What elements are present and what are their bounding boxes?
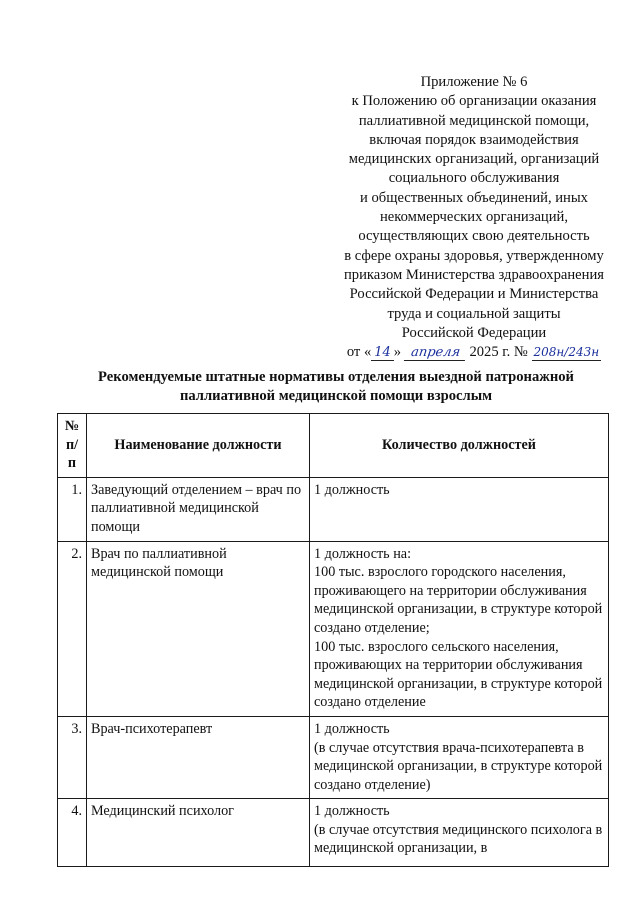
appendix-line: и общественных объединений, иных	[360, 189, 588, 206]
row-position: Заведующий отделением – врач по паллиативной медицинской помощи	[87, 477, 310, 541]
appendix-line: социального обслуживания	[388, 170, 560, 187]
table-row	[58, 799, 609, 867]
count-line: 1 должность	[314, 481, 390, 498]
row-num: 3.	[58, 716, 87, 798]
row-position: Врач-психотерапевт	[87, 716, 310, 798]
table-row	[58, 716, 609, 798]
appendix-line: некоммерческих организаций,	[379, 209, 569, 226]
row-count	[310, 716, 609, 798]
header-count: Количество должностей	[310, 414, 609, 478]
date-quote-close: »	[393, 344, 402, 361]
row-position: Врач по паллиативной медицинской помощи	[87, 541, 310, 716]
handwritten-order-number: 208н/243н	[533, 345, 600, 360]
appendix-line: к Положению об организации оказания	[351, 93, 597, 110]
count-line: 1 должность	[314, 720, 390, 737]
table-header-row	[58, 414, 609, 478]
staffing-table	[57, 413, 609, 867]
row-count	[310, 541, 609, 716]
header-num: № п/п	[58, 414, 87, 478]
date-year: 2025 г. №	[469, 344, 528, 361]
appendix-line: осуществляющих свою деятельность	[358, 228, 590, 245]
row-num: 1.	[58, 477, 87, 541]
appendix-line: Российской Федерации	[401, 324, 547, 341]
date-prefix: от «	[346, 344, 372, 361]
appendix-line: в сфере охраны здоровья, утвержденному	[344, 247, 604, 264]
row-num: 4.	[58, 799, 87, 867]
appendix-line: медицинских организаций, организаций	[348, 151, 600, 168]
row-count	[310, 799, 609, 867]
count-line: 100 тыс. взрослого городского населения, проживающего на территории обслуживания медицинской организации, в структуре которой создано отделение;	[314, 564, 603, 636]
appendix-line: паллиативной медицинской помощи,	[358, 112, 590, 129]
count-line: 1 должность	[314, 803, 390, 820]
appendix-header	[318, 73, 630, 362]
count-line: (в случае отсутствия врача-психотерапевта в медицинской организации, в структуре которой создано отделение)	[314, 739, 603, 793]
count-line: 1 должность на:	[314, 545, 412, 562]
row-position: Медицинский психолог	[87, 799, 310, 867]
appendix-line: приказом Министерства здравоохранения	[344, 266, 604, 283]
handwritten-day: 14	[371, 345, 394, 361]
row-num: 2.	[58, 541, 87, 716]
appendix-line: труда и социальной защиты	[387, 305, 561, 322]
page-title: Рекомендуемые штатные нормативы отделения выездной патронажной паллиативной медицинской помощи взрослым	[98, 369, 574, 404]
table-row	[58, 477, 609, 541]
appendix-line: Российской Федерации и Министерства	[349, 286, 599, 303]
count-line: 100 тыс. взрослого сельского населения, проживающих на территории обслуживания медицинской организации, в структуре которой создано отделение	[314, 638, 603, 711]
appendix-line: Приложение № 6	[420, 74, 528, 90]
order-date-line	[318, 343, 630, 362]
count-line: (в случае отсутствия медицинского психолога в медицинской организации, в	[314, 821, 603, 857]
header-name: Наименование должности	[87, 414, 310, 478]
row-count	[310, 477, 609, 541]
table-row	[58, 541, 609, 716]
appendix-line: включая порядок взаимодействия	[369, 131, 579, 148]
handwritten-month: апреля	[404, 345, 467, 361]
